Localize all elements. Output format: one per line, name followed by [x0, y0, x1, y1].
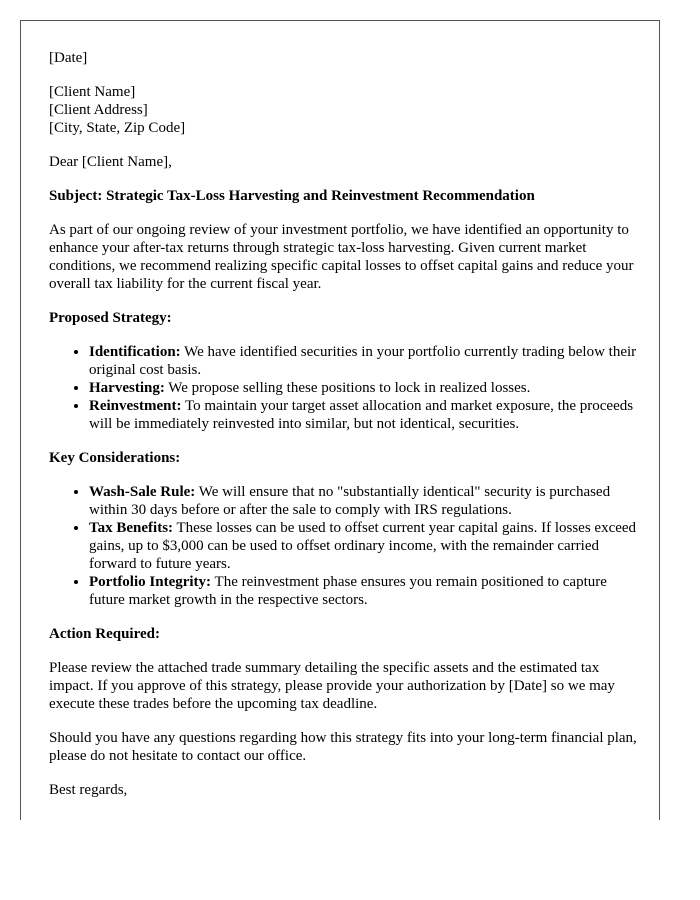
list-item	[89, 483, 639, 519]
list-item-term: Wash-Sale Rule:	[89, 484, 196, 500]
list-item-text: We have identified securities in your portfolio currently trading below their original cost basis.	[89, 344, 637, 378]
list-item-text: We propose selling these positions to lock in realized losses.	[164, 380, 531, 396]
action-required-heading: Action Required:	[49, 626, 160, 642]
list-item-term: Reinvestment:	[89, 398, 182, 414]
list-item-text: These losses can be used to offset current year capital gains. If losses exceed gains, up to $3,000 can be used to offset ordinary income, with the remainder carried forward to future years.	[89, 520, 637, 572]
proposed-strategy-list	[49, 343, 639, 433]
list-item	[89, 343, 639, 379]
letter-date: [Date]	[49, 50, 88, 66]
intro-paragraph: As part of our ongoing review of your investment portfolio, we have identified an opportunity to enhance your after-tax returns through strategic tax-loss harvesting. Given current market conditions, we recommend realizing specific capital losses to offset capital gains and reduce your overall tax liability for the current fiscal year.	[49, 222, 634, 292]
recipient-address: [Client Address]	[49, 102, 148, 118]
proposed-strategy-heading: Proposed Strategy:	[49, 310, 172, 326]
list-item	[89, 397, 639, 433]
key-considerations-heading: Key Considerations:	[49, 450, 181, 466]
subject-line: Subject: Strategic Tax-Loss Harvesting and Reinvestment Recommendation	[49, 188, 535, 204]
list-item-term: Harvesting:	[89, 380, 165, 396]
list-item-text: We will ensure that no "substantially identical" security is purchased within 30 days before or after the sale to comply with IRS regulations.	[89, 484, 611, 518]
list-item-term: Identification:	[89, 344, 181, 360]
list-item-text: The reinvestment phase ensures you remain positioned to capture future market growth in the respective sectors.	[89, 574, 607, 608]
list-item	[89, 519, 639, 573]
list-item-term: Tax Benefits:	[89, 520, 174, 536]
key-considerations-list	[49, 483, 639, 609]
closing: Best regards,	[49, 782, 128, 798]
recipient-city-state-zip: [City, State, Zip Code]	[49, 120, 186, 136]
action-required-paragraph: Please review the attached trade summary detailing the specific assets and the estimated tax impact. If you approve of this strategy, please provide your authorization by [Date] so we may execute these trades before the upcoming tax deadline.	[49, 660, 615, 712]
letter-body	[49, 49, 639, 815]
list-item-text: To maintain your target asset allocation and market exposure, the proceeds will be immediately reinvested into similar, but not identical, securities.	[89, 398, 634, 432]
salutation: Dear [Client Name],	[49, 154, 172, 170]
recipient-address-block	[49, 83, 639, 137]
letter-page	[20, 20, 660, 820]
questions-paragraph: Should you have any questions regarding how this strategy fits into your long-term financial plan, please do not hesitate to contact our office.	[49, 730, 637, 764]
list-item	[89, 379, 639, 397]
list-item	[89, 573, 639, 609]
recipient-name: [Client Name]	[49, 84, 136, 100]
list-item-term: Portfolio Integrity:	[89, 574, 212, 590]
